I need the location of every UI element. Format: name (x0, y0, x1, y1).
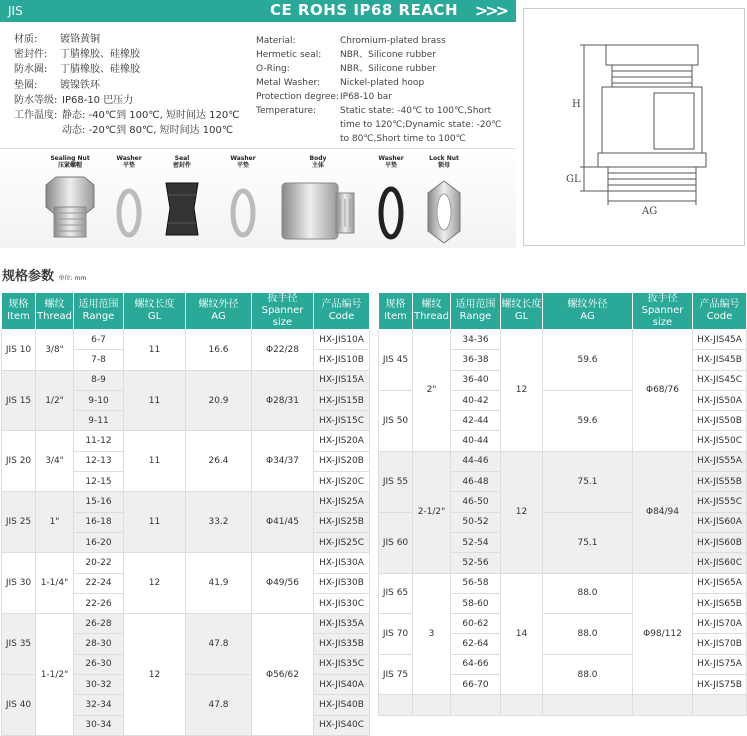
cell-code: HX-JIS40B (314, 695, 370, 715)
cell-item: JIS 55 (379, 451, 413, 512)
spec-row (14, 108, 239, 123)
part-washer-1 (114, 155, 144, 247)
cell-code: HX-JIS35C (314, 654, 370, 674)
cable-gland-drawing (524, 9, 744, 245)
table-header-row (379, 293, 747, 330)
cell-item: JIS 40 (2, 675, 36, 736)
cell-range: 46-50 (451, 492, 501, 512)
spec-value: 丁腈橡胶、硅橡胶 (60, 64, 140, 76)
spec-key: Hermetic seal: (256, 50, 322, 60)
cell-code: HX-JIS40C (314, 715, 370, 735)
cell-range: 46-48 (451, 472, 501, 492)
cell-gl: 12 (501, 451, 543, 573)
cell-spanner: Φ98/112 (633, 573, 693, 695)
part-label-en: Washer (230, 155, 256, 162)
table-row-empty (379, 695, 747, 715)
cell-gl: 11 (124, 431, 186, 492)
spec-row (256, 90, 520, 104)
cell-item: JIS 20 (2, 431, 36, 492)
cell-range: 50-52 (451, 512, 501, 532)
cell-item: JIS 60 (379, 512, 413, 573)
spec-value: NBR、Silicone rubber (340, 50, 436, 60)
cell-code: HX-JIS45C (693, 370, 747, 390)
cell-thread: 3 (413, 573, 451, 695)
cell-code: HX-JIS20C (314, 472, 370, 492)
header-spanner: 扳手径 Spanner size (633, 293, 693, 330)
cell-code: HX-JIS30A (314, 553, 370, 573)
cell-ag: 47.8 (186, 675, 252, 736)
table-row (2, 330, 370, 350)
cell-code: HX-JIS50C (693, 431, 747, 451)
technical-drawing (523, 8, 745, 246)
cell-range: 40-44 (451, 431, 501, 451)
washer-icon (228, 173, 258, 243)
cell-range: 64-66 (451, 654, 501, 674)
cell-item: JIS 10 (2, 330, 36, 371)
spec-value: NBR、Silicone rubber (340, 64, 436, 74)
cell-gl: 12 (501, 330, 543, 452)
part-label-cn: 压紧螺帽 (57, 162, 82, 169)
cell-range: 11-12 (74, 431, 124, 451)
cell-item: JIS 75 (379, 654, 413, 695)
dim-h-label: H (572, 99, 581, 110)
spec-list-cn (14, 32, 239, 138)
header-ag: 螺纹外径 AG (186, 293, 252, 330)
spec-row (14, 32, 239, 47)
cell-code: HX-JIS55B (693, 472, 747, 492)
cell-range: 42-44 (451, 411, 501, 431)
spec-row (14, 47, 239, 62)
cell-code: HX-JIS75B (693, 675, 747, 695)
cell-range: 58-60 (451, 593, 501, 613)
cell-range: 12-13 (74, 451, 124, 471)
cell-range: 26-30 (74, 654, 124, 674)
cell-item: JIS 15 (2, 370, 36, 431)
cell-item: JIS 50 (379, 390, 413, 451)
cell-code: HX-JIS30C (314, 593, 370, 613)
cell-code: HX-JIS20B (314, 451, 370, 471)
cell-code: HX-JIS65A (693, 573, 747, 593)
cell-code: HX-JIS35A (314, 614, 370, 634)
cell-thread: 2" (413, 330, 451, 452)
cell-code: HX-JIS10A (314, 330, 370, 350)
header-gl: 螺纹长度 GL (501, 293, 543, 330)
cell-gl: 12 (124, 553, 186, 614)
spec-key: 工作温度: (14, 110, 58, 122)
cell-ag: 26.4 (186, 431, 252, 492)
part-label-cn: 平垫 (122, 162, 135, 169)
cell-range: 30-34 (74, 715, 124, 735)
cell-range: 62-64 (451, 634, 501, 654)
cell-range: 44-46 (451, 451, 501, 471)
spec-table-left (1, 292, 370, 736)
parts-strip (0, 148, 516, 248)
unit-label: 单位: mm (58, 275, 87, 282)
header-thread: 螺纹 Thread (36, 293, 74, 330)
spec-row (256, 34, 520, 48)
table-row (2, 553, 370, 573)
cell-range: 16-18 (74, 512, 124, 532)
section-title (2, 265, 86, 284)
cell-thread: 3/4" (36, 431, 74, 492)
part-label-en: Body (309, 155, 327, 162)
cell-range: 52-56 (451, 553, 501, 573)
cell-code: HX-JIS55A (693, 451, 747, 471)
cell-item: JIS 30 (2, 553, 36, 614)
spec-value: Static state: -40℃ to 100℃,Short time to 120℃;Dynamic state: -20℃ to 80℃,Short time to 100℃ (340, 106, 502, 144)
spec-list-en (256, 34, 520, 146)
part-washer-3 (376, 155, 406, 247)
table-row (379, 330, 747, 350)
header-spanner: 扳手径 Spanner size (252, 293, 314, 330)
spec-row (256, 104, 520, 146)
cell-item: JIS 45 (379, 330, 413, 391)
cell-range: 22-26 (74, 593, 124, 613)
part-lock-nut (424, 155, 464, 247)
cell-code: HX-JIS65B (693, 593, 747, 613)
header-range: 适用范围 Range (74, 293, 124, 330)
cell-range: 8-9 (74, 370, 124, 390)
cell-code: HX-JIS15A (314, 370, 370, 390)
cell-range: 60-62 (451, 614, 501, 634)
cell-range: 36-40 (451, 370, 501, 390)
part-label-cn: 主体 (311, 162, 324, 169)
cell-gl: 11 (124, 330, 186, 371)
cell-spanner: Φ84/94 (633, 451, 693, 573)
sealing-nut-icon (42, 173, 98, 243)
spec-row (14, 78, 239, 93)
cell-thread: 1-1/2" (36, 614, 74, 736)
header-range: 适用范围 Range (451, 293, 501, 330)
spec-key: 材质: (14, 34, 38, 45)
cell-item: JIS 35 (2, 614, 36, 675)
header-thread: 螺纹 Thread (413, 293, 451, 330)
cell-code: HX-JIS35B (314, 634, 370, 654)
cell-code: HX-JIS10B (314, 350, 370, 370)
certification-label: CE ROHS IP68 REACH (270, 1, 458, 19)
spec-value: IP68-10 巴压力 (62, 94, 134, 106)
cell-range: 36-38 (451, 350, 501, 370)
cell-range: 28-30 (74, 634, 124, 654)
spec-value: 镀铬黄铜 (60, 34, 100, 45)
header-gl: 螺纹长度 GL (124, 293, 186, 330)
lock-nut-icon (424, 173, 464, 243)
cell-ag: 33.2 (186, 492, 252, 553)
cell-range: 9-10 (74, 390, 124, 410)
cell-ag: 59.6 (543, 330, 633, 391)
cell-range: 40-42 (451, 390, 501, 410)
cell-code: HX-JIS60B (693, 532, 747, 552)
header-code: 产品编号 Code (693, 293, 747, 330)
spec-value: 丁腈橡胶、硅橡胶 (60, 49, 140, 61)
cell-range: 34-36 (451, 330, 501, 350)
cell-ag: 59.6 (543, 390, 633, 451)
cell-code: HX-JIS70A (693, 614, 747, 634)
arrows-icon: >>> (474, 1, 506, 20)
spec-value: Chromium-plated brass (340, 36, 446, 46)
header-ag: 螺纹外径 AG (543, 293, 633, 330)
cell-range: 56-58 (451, 573, 501, 593)
cell-gl: 11 (124, 492, 186, 553)
series-label: JIS (8, 4, 23, 18)
cell-spanner: Φ56/62 (252, 614, 314, 736)
header-item: 规格 Item (2, 293, 36, 330)
cell-thread: 1/2" (36, 370, 74, 431)
section-title-text: 规格参数 (2, 269, 55, 284)
spec-key: O-Ring: (256, 64, 290, 74)
cell-code: HX-JIS25C (314, 532, 370, 552)
part-label-cn: 平垫 (384, 162, 397, 169)
cell-spanner: Φ49/56 (252, 553, 314, 614)
cell-code: HX-JIS25A (314, 492, 370, 512)
header-item: 规格 Item (379, 293, 413, 330)
cell-range: 6-7 (74, 330, 124, 350)
cell-code: HX-JIS25B (314, 512, 370, 532)
cell-spanner: Φ28/31 (252, 370, 314, 431)
spec-value: 镀镍铁环 (60, 79, 100, 91)
spec-row (256, 76, 520, 90)
spec-key: Temperature: (256, 106, 317, 116)
part-label-en: Lock Nut (429, 155, 459, 162)
cell-ag: 41.9 (186, 553, 252, 614)
part-label-en: Seal (174, 155, 190, 162)
part-seal (160, 155, 204, 247)
spec-key: Protection degree: (256, 92, 339, 102)
part-washer-2 (228, 155, 258, 247)
cell-spanner: Φ41/45 (252, 492, 314, 553)
spec-value: Nickel-plated hoop (340, 78, 425, 88)
spec-key: 垫圈: (14, 79, 38, 91)
part-sealing-nut (42, 155, 98, 247)
spec-row (14, 62, 239, 77)
spec-key: 防水圈: (14, 64, 48, 76)
table-row (2, 431, 370, 451)
dim-ag-label: AG (642, 206, 658, 217)
cell-ag: 20.9 (186, 370, 252, 431)
spec-key: Material: (256, 36, 296, 46)
spec-key: 密封件: (14, 49, 48, 61)
table-header-row (2, 293, 370, 330)
cell-item: JIS 70 (379, 614, 413, 655)
cell-range: 12-15 (74, 472, 124, 492)
spec-key: 防水等级: (14, 94, 58, 106)
washer-icon (376, 173, 406, 243)
cell-range: 66-70 (451, 675, 501, 695)
body-icon (280, 173, 356, 243)
cell-range: 7-8 (74, 350, 124, 370)
cell-code: HX-JIS60A (693, 512, 747, 532)
cell-range: 15-16 (74, 492, 124, 512)
part-label-cn: 平垫 (236, 162, 249, 169)
cell-spanner: Φ34/37 (252, 431, 314, 492)
cell-spanner: Φ68/76 (633, 330, 693, 452)
part-label-cn: 密封件 (172, 162, 191, 169)
part-body (280, 155, 356, 247)
cell-range: 52-54 (451, 532, 501, 552)
spec-value: 静态: -40℃到 100℃, 短时间达 120℃ (62, 110, 240, 122)
seal-icon (160, 173, 204, 243)
cell-range: 32-34 (74, 695, 124, 715)
cell-code: HX-JIS20A (314, 431, 370, 451)
cell-code: HX-JIS70B (693, 634, 747, 654)
cell-range: 26-28 (74, 614, 124, 634)
cell-ag: 47.8 (186, 614, 252, 675)
header-bar (0, 0, 516, 22)
cell-range: 9-11 (74, 411, 124, 431)
spec-row (14, 123, 239, 138)
spec-table-right (378, 292, 747, 716)
table-row (2, 614, 370, 634)
cell-range: 30-32 (74, 675, 124, 695)
cell-code: HX-JIS40A (314, 675, 370, 695)
cell-range: 16-20 (74, 532, 124, 552)
cell-ag: 75.1 (543, 512, 633, 573)
spec-key (14, 123, 62, 138)
table-row (2, 370, 370, 390)
cell-code: HX-JIS60C (693, 553, 747, 573)
washer-icon (114, 173, 144, 243)
cell-code: HX-JIS75A (693, 654, 747, 674)
spec-row (14, 93, 239, 108)
cell-code: HX-JIS50B (693, 411, 747, 431)
cell-code: HX-JIS50A (693, 390, 747, 410)
part-label-en: Sealing Nut (50, 155, 90, 162)
cell-spanner: Φ22/28 (252, 330, 314, 371)
cell-thread: 1" (36, 492, 74, 553)
cell-range: 20-22 (74, 553, 124, 573)
header-code: 产品编号 Code (314, 293, 370, 330)
table-row (379, 573, 747, 593)
cell-item: JIS 25 (2, 492, 36, 553)
cell-ag: 75.1 (543, 451, 633, 512)
table-row (379, 451, 747, 471)
cell-ag: 88.0 (543, 654, 633, 695)
cell-gl: 11 (124, 370, 186, 431)
cell-thread: 3/8" (36, 330, 74, 371)
dim-gl-label: GL (566, 174, 581, 185)
cell-ag: 88.0 (543, 573, 633, 614)
cell-code: HX-JIS15C (314, 411, 370, 431)
cell-ag: 88.0 (543, 614, 633, 655)
cell-ag: 16.6 (186, 330, 252, 371)
cell-thread: 2-1/2" (413, 451, 451, 573)
part-label-en: Washer (116, 155, 142, 162)
cell-code: HX-JIS45A (693, 330, 747, 350)
spec-value: 动态: -20℃到 80℃, 短时间达 100℃ (62, 125, 234, 137)
cell-gl: 14 (501, 573, 543, 695)
part-label-en: Washer (378, 155, 404, 162)
part-label-cn: 锁母 (437, 162, 450, 169)
spec-key: Metal Washer: (256, 78, 321, 88)
cell-code: HX-JIS15B (314, 390, 370, 410)
spec-row (256, 48, 520, 62)
cell-range: 22-24 (74, 573, 124, 593)
table-row (2, 492, 370, 512)
cell-item: JIS 65 (379, 573, 413, 614)
cell-code: HX-JIS30B (314, 573, 370, 593)
cell-code: HX-JIS55C (693, 492, 747, 512)
spec-row (256, 62, 520, 76)
cell-gl: 12 (124, 614, 186, 736)
spec-value: IP68-10 bar (340, 92, 393, 102)
cell-code: HX-JIS45B (693, 350, 747, 370)
cell-thread: 1-1/4" (36, 553, 74, 614)
